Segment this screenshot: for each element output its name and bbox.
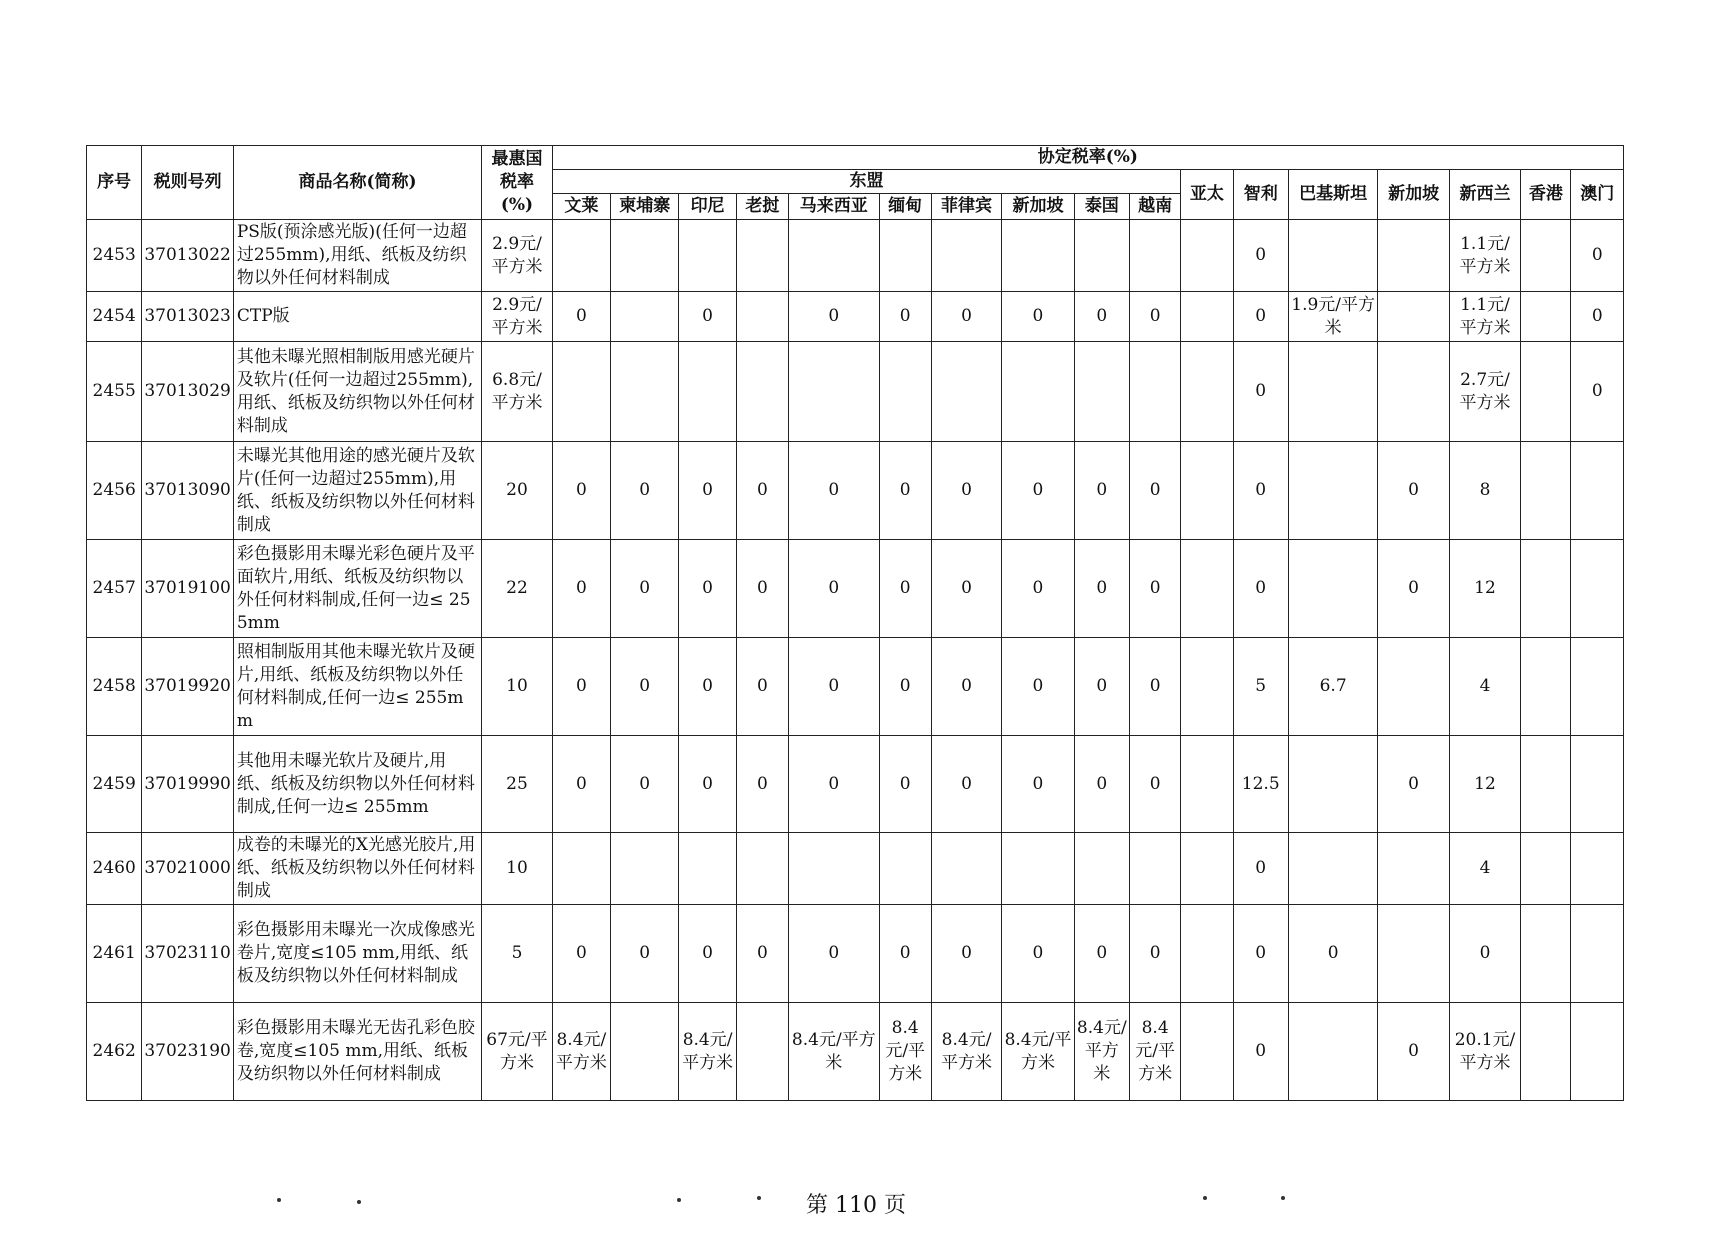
cell-asean-rate <box>789 833 880 905</box>
cell-asean-rate <box>736 342 788 442</box>
cell-asean-rate: 0 <box>679 442 736 540</box>
cell-agreement-rate <box>1288 1003 1378 1101</box>
cell-asean-rate: 8.4元/平方米 <box>1002 1003 1074 1101</box>
cell-agreement-rate <box>1571 1003 1624 1101</box>
table-row <box>87 292 1624 342</box>
cell-asean-rate <box>736 1003 788 1101</box>
cell-code: 37021000 <box>142 833 234 905</box>
header-philippines: 菲律宾 <box>931 194 1001 220</box>
table-header <box>87 146 1624 220</box>
header-myanmar: 缅甸 <box>879 194 931 220</box>
scan-speck <box>677 1198 681 1202</box>
cell-agreement-rate: 0 <box>1233 905 1288 1003</box>
cell-asean-rate: 0 <box>1074 905 1129 1003</box>
cell-agreement-rate: 0 <box>1378 540 1449 638</box>
header-singapore: 新加坡 <box>1378 170 1449 220</box>
cell-agreement-rate <box>1288 736 1378 833</box>
cell-mfn: 5 <box>482 905 552 1003</box>
cell-agreement-rate: 0 <box>1378 442 1449 540</box>
cell-agreement-rate <box>1378 342 1449 442</box>
cell-asean-rate: 8.4元/平方米 <box>789 1003 880 1101</box>
cell-asean-rate <box>736 292 788 342</box>
cell-agreement-rate <box>1571 638 1624 736</box>
cell-mfn: 2.9元/平方米 <box>482 220 552 292</box>
cell-asean-rate: 0 <box>1129 736 1180 833</box>
cell-seq: 2460 <box>87 833 142 905</box>
cell-asean-rate: 0 <box>931 442 1001 540</box>
cell-asean-rate <box>931 220 1001 292</box>
cell-agreement-rate <box>1288 540 1378 638</box>
cell-name: CTP版 <box>233 292 481 342</box>
header-thailand: 泰国 <box>1074 194 1129 220</box>
cell-agreement-rate: 0 <box>1233 442 1288 540</box>
cell-seq: 2453 <box>87 220 142 292</box>
cell-agreement-rate: 12.5 <box>1233 736 1288 833</box>
cell-asean-rate: 0 <box>1129 905 1180 1003</box>
cell-asean-rate <box>552 342 610 442</box>
cell-agreement-rate <box>1378 833 1449 905</box>
cell-asean-rate <box>1074 220 1129 292</box>
cell-code: 37013029 <box>142 342 234 442</box>
cell-asean-rate: 0 <box>1002 292 1074 342</box>
header-name: 商品名称(简称) <box>233 146 481 220</box>
cell-agreement-rate: 4 <box>1449 638 1520 736</box>
cell-seq: 2462 <box>87 1003 142 1101</box>
cell-asean-rate: 0 <box>552 736 610 833</box>
cell-asean-rate <box>1002 342 1074 442</box>
cell-mfn: 20 <box>482 442 552 540</box>
cell-agreement-rate: 20.1元/平方米 <box>1449 1003 1520 1101</box>
cell-asean-rate <box>931 342 1001 442</box>
cell-asean-rate <box>611 833 679 905</box>
header-hong-kong: 香港 <box>1521 170 1571 220</box>
cell-agreement-rate <box>1181 342 1233 442</box>
header-apta: 亚太 <box>1181 170 1233 220</box>
cell-asean-rate <box>931 833 1001 905</box>
cell-agreement-rate <box>1181 292 1233 342</box>
cell-asean-rate: 0 <box>1129 638 1180 736</box>
scan-speck <box>1281 1196 1285 1200</box>
cell-asean-rate: 0 <box>1129 540 1180 638</box>
table-row <box>87 736 1624 833</box>
header-mfn: 最惠国税率(%) <box>482 146 552 220</box>
table-row <box>87 220 1624 292</box>
cell-asean-rate <box>1002 220 1074 292</box>
cell-agreement-rate <box>1571 442 1624 540</box>
header-new-zealand: 新西兰 <box>1449 170 1520 220</box>
cell-code: 37023190 <box>142 1003 234 1101</box>
cell-asean-rate: 0 <box>679 540 736 638</box>
table-row <box>87 442 1624 540</box>
cell-asean-rate: 8.4元/平方米 <box>1129 1003 1180 1101</box>
cell-asean-rate: 0 <box>679 638 736 736</box>
cell-asean-rate: 0 <box>931 540 1001 638</box>
page-number: 第 110 页 <box>806 1193 906 1218</box>
header-brunei: 文莱 <box>552 194 610 220</box>
header-malaysia: 马来西亚 <box>789 194 880 220</box>
cell-asean-rate <box>1002 833 1074 905</box>
scan-speck <box>357 1200 361 1204</box>
scan-speck <box>277 1198 281 1202</box>
cell-asean-rate: 0 <box>736 736 788 833</box>
cell-mfn: 2.9元/平方米 <box>482 292 552 342</box>
cell-asean-rate: 0 <box>736 638 788 736</box>
cell-agreement-rate <box>1571 736 1624 833</box>
cell-agreement-rate <box>1521 736 1571 833</box>
cell-seq: 2459 <box>87 736 142 833</box>
cell-asean-rate: 8.4元/平方米 <box>1074 1003 1129 1101</box>
cell-asean-rate: 0 <box>931 736 1001 833</box>
header-seq: 序号 <box>87 146 142 220</box>
cell-agreement-rate: 0 <box>1378 736 1449 833</box>
cell-asean-rate: 0 <box>789 736 880 833</box>
cell-agreement-rate: 8 <box>1449 442 1520 540</box>
cell-agreement-rate <box>1571 833 1624 905</box>
cell-seq: 2461 <box>87 905 142 1003</box>
cell-asean-rate <box>1074 833 1129 905</box>
cell-asean-rate: 0 <box>789 905 880 1003</box>
cell-agreement-rate: 0 <box>1571 342 1624 442</box>
header-vietnam: 越南 <box>1129 194 1180 220</box>
cell-agreement-rate: 0 <box>1233 833 1288 905</box>
cell-asean-rate: 0 <box>931 292 1001 342</box>
cell-code: 37013023 <box>142 292 234 342</box>
cell-asean-rate: 0 <box>736 905 788 1003</box>
scan-speck <box>1203 1196 1207 1200</box>
cell-name: 成卷的未曝光的X光感光胶片,用纸、纸板及纺织物以外任何材料制成 <box>233 833 481 905</box>
cell-asean-rate: 0 <box>931 638 1001 736</box>
cell-asean-rate: 0 <box>552 905 610 1003</box>
cell-seq: 2457 <box>87 540 142 638</box>
cell-agreement-rate: 12 <box>1449 540 1520 638</box>
cell-asean-rate <box>879 220 931 292</box>
cell-agreement-rate <box>1378 638 1449 736</box>
cell-asean-rate <box>789 342 880 442</box>
cell-asean-rate: 0 <box>1002 540 1074 638</box>
cell-agreement-rate <box>1521 540 1571 638</box>
cell-agreement-rate: 4 <box>1449 833 1520 905</box>
cell-name: 彩色摄影用未曝光彩色硬片及平面软片,用纸、纸板及纺织物以外任何材料制成,任何一边≤ 255mm <box>233 540 481 638</box>
cell-asean-rate: 0 <box>1074 292 1129 342</box>
cell-asean-rate <box>611 292 679 342</box>
cell-asean-rate: 8.4元/平方米 <box>679 1003 736 1101</box>
cell-asean-rate <box>552 220 610 292</box>
cell-agreement-rate: 0 <box>1233 342 1288 442</box>
cell-agreement-rate <box>1181 220 1233 292</box>
cell-agreement-rate: 0 <box>1288 905 1378 1003</box>
cell-asean-rate: 0 <box>879 638 931 736</box>
table-row <box>87 540 1624 638</box>
cell-asean-rate: 0 <box>1074 540 1129 638</box>
table-row <box>87 1003 1624 1101</box>
cell-seq: 2458 <box>87 638 142 736</box>
cell-code: 37019100 <box>142 540 234 638</box>
cell-mfn: 10 <box>482 833 552 905</box>
cell-asean-rate: 0 <box>789 540 880 638</box>
cell-agreement-rate <box>1181 736 1233 833</box>
header-code: 税则号列 <box>142 146 234 220</box>
cell-asean-rate: 0 <box>1002 736 1074 833</box>
cell-agreement-rate: 0 <box>1233 1003 1288 1101</box>
cell-name: 彩色摄影用未曝光无齿孔彩色胶卷,宽度≤105 mm,用纸、纸板及纺织物以外任何材料制成 <box>233 1003 481 1101</box>
cell-seq: 2454 <box>87 292 142 342</box>
cell-agreement-rate <box>1181 442 1233 540</box>
cell-asean-rate <box>611 1003 679 1101</box>
cell-agreement-rate: 12 <box>1449 736 1520 833</box>
cell-asean-rate: 0 <box>679 736 736 833</box>
header-asean-singapore: 新加坡 <box>1002 194 1074 220</box>
header-indonesia: 印尼 <box>679 194 736 220</box>
cell-seq: 2455 <box>87 342 142 442</box>
cell-asean-rate <box>1129 833 1180 905</box>
cell-asean-rate <box>679 833 736 905</box>
cell-asean-rate: 0 <box>552 442 610 540</box>
cell-name: PS版(预涂感光版)(任何一边超过255mm),用纸、纸板及纺织物以外任何材料制成 <box>233 220 481 292</box>
cell-agreement-rate <box>1288 442 1378 540</box>
cell-agreement-rate <box>1521 292 1571 342</box>
cell-asean-rate: 0 <box>611 736 679 833</box>
cell-asean-rate: 0 <box>1074 638 1129 736</box>
cell-agreement-rate <box>1521 442 1571 540</box>
table-row <box>87 833 1624 905</box>
cell-asean-rate: 0 <box>736 442 788 540</box>
cell-asean-rate: 0 <box>611 638 679 736</box>
cell-agreement-rate <box>1288 220 1378 292</box>
cell-agreement-rate: 0 <box>1571 220 1624 292</box>
cell-asean-rate: 0 <box>1002 442 1074 540</box>
cell-agreement-rate: 2.7元/平方米 <box>1449 342 1520 442</box>
cell-agreement-rate <box>1521 833 1571 905</box>
cell-asean-rate: 0 <box>552 638 610 736</box>
cell-agreement-rate: 0 <box>1449 905 1520 1003</box>
cell-agreement-rate <box>1521 905 1571 1003</box>
cell-agreement-rate: 0 <box>1571 292 1624 342</box>
cell-asean-rate: 8.4元/平方米 <box>879 1003 931 1101</box>
cell-code: 37019990 <box>142 736 234 833</box>
cell-agreement-rate <box>1521 638 1571 736</box>
cell-code: 37013090 <box>142 442 234 540</box>
cell-code: 37019920 <box>142 638 234 736</box>
cell-asean-rate: 0 <box>879 442 931 540</box>
cell-agreement-rate <box>1181 638 1233 736</box>
cell-asean-rate <box>611 220 679 292</box>
cell-asean-rate <box>679 342 736 442</box>
cell-mfn: 67元/平方米 <box>482 1003 552 1101</box>
cell-name: 未曝光其他用途的感光硬片及软片(任何一边超过255mm),用纸、纸板及纺织物以外任何材料制成 <box>233 442 481 540</box>
cell-asean-rate: 8.4元/平方米 <box>931 1003 1001 1101</box>
cell-agreement-rate <box>1288 342 1378 442</box>
cell-asean-rate <box>611 342 679 442</box>
cell-asean-rate: 0 <box>1002 905 1074 1003</box>
cell-agreement-rate <box>1378 220 1449 292</box>
cell-agreement-rate: 6.7 <box>1288 638 1378 736</box>
table-row <box>87 638 1624 736</box>
cell-name: 其他用未曝光软片及硬片,用纸、纸板及纺织物以外任何材料制成,任何一边≤ 255mm <box>233 736 481 833</box>
header-macao: 澳门 <box>1571 170 1624 220</box>
cell-asean-rate <box>879 833 931 905</box>
cell-asean-rate <box>736 220 788 292</box>
cell-asean-rate: 0 <box>879 540 931 638</box>
cell-asean-rate: 0 <box>1129 442 1180 540</box>
cell-asean-rate <box>1129 220 1180 292</box>
cell-asean-rate: 0 <box>879 905 931 1003</box>
cell-agreement-rate: 0 <box>1233 540 1288 638</box>
cell-asean-rate <box>1074 342 1129 442</box>
cell-code: 37013022 <box>142 220 234 292</box>
cell-agreement-rate <box>1378 905 1449 1003</box>
cell-asean-rate: 0 <box>1002 638 1074 736</box>
cell-asean-rate: 0 <box>611 442 679 540</box>
cell-asean-rate: 8.4元/平方米 <box>552 1003 610 1101</box>
cell-agreement-rate: 1.9元/平方米 <box>1288 292 1378 342</box>
cell-asean-rate: 0 <box>736 540 788 638</box>
cell-asean-rate: 0 <box>611 540 679 638</box>
cell-asean-rate <box>879 342 931 442</box>
cell-name: 其他未曝光照相制版用感光硬片及软片(任何一边超过255mm),用纸、纸板及纺织物以外任何材料制成 <box>233 342 481 442</box>
cell-asean-rate: 0 <box>1074 736 1129 833</box>
header-asean: 东盟 <box>552 170 1181 194</box>
cell-asean-rate: 0 <box>879 736 931 833</box>
scan-speck <box>757 1196 761 1200</box>
cell-asean-rate: 0 <box>679 292 736 342</box>
cell-seq: 2456 <box>87 442 142 540</box>
cell-asean-rate <box>552 833 610 905</box>
cell-agreement-rate: 0 <box>1378 1003 1449 1101</box>
cell-agreement-rate: 1.1元/平方米 <box>1449 220 1520 292</box>
cell-agreement-rate <box>1521 342 1571 442</box>
cell-agreement-rate <box>1571 540 1624 638</box>
cell-asean-rate <box>1129 342 1180 442</box>
cell-agreement-rate <box>1521 1003 1571 1101</box>
cell-agreement-rate <box>1181 1003 1233 1101</box>
cell-agreement-rate <box>1181 833 1233 905</box>
cell-asean-rate: 0 <box>789 638 880 736</box>
cell-asean-rate: 0 <box>879 292 931 342</box>
cell-agreement-rate <box>1378 292 1449 342</box>
header-chile: 智利 <box>1233 170 1288 220</box>
cell-mfn: 25 <box>482 736 552 833</box>
tariff-table <box>86 145 1624 1101</box>
cell-agreement-rate <box>1571 905 1624 1003</box>
cell-asean-rate: 0 <box>789 292 880 342</box>
cell-agreement-rate: 5 <box>1233 638 1288 736</box>
cell-asean-rate: 0 <box>931 905 1001 1003</box>
cell-code: 37023110 <box>142 905 234 1003</box>
cell-asean-rate: 0 <box>552 540 610 638</box>
cell-asean-rate <box>736 833 788 905</box>
table-row <box>87 342 1624 442</box>
cell-agreement-rate <box>1521 220 1571 292</box>
cell-agreement-rate <box>1288 833 1378 905</box>
cell-mfn: 6.8元/平方米 <box>482 342 552 442</box>
header-laos: 老挝 <box>736 194 788 220</box>
cell-asean-rate <box>679 220 736 292</box>
cell-agreement-rate: 1.1元/平方米 <box>1449 292 1520 342</box>
header-agreement: 协定税率(%) <box>552 146 1623 170</box>
cell-asean-rate <box>789 220 880 292</box>
cell-agreement-rate <box>1181 905 1233 1003</box>
cell-asean-rate: 0 <box>1074 442 1129 540</box>
header-pakistan: 巴基斯坦 <box>1288 170 1378 220</box>
table-row <box>87 905 1624 1003</box>
cell-asean-rate: 0 <box>611 905 679 1003</box>
cell-name: 照相制版用其他未曝光软片及硬片,用纸、纸板及纺织物以外任何材料制成,任何一边≤ 255mm <box>233 638 481 736</box>
cell-agreement-rate: 0 <box>1233 292 1288 342</box>
cell-agreement-rate <box>1181 540 1233 638</box>
cell-name: 彩色摄影用未曝光一次成像感光卷片,宽度≤105 mm,用纸、纸板及纺织物以外任何材料制成 <box>233 905 481 1003</box>
cell-asean-rate: 0 <box>789 442 880 540</box>
cell-agreement-rate: 0 <box>1233 220 1288 292</box>
header-cambodia: 柬埔寨 <box>611 194 679 220</box>
cell-asean-rate: 0 <box>679 905 736 1003</box>
cell-asean-rate: 0 <box>552 292 610 342</box>
cell-mfn: 10 <box>482 638 552 736</box>
cell-asean-rate: 0 <box>1129 292 1180 342</box>
cell-mfn: 22 <box>482 540 552 638</box>
table-body <box>87 220 1624 1101</box>
